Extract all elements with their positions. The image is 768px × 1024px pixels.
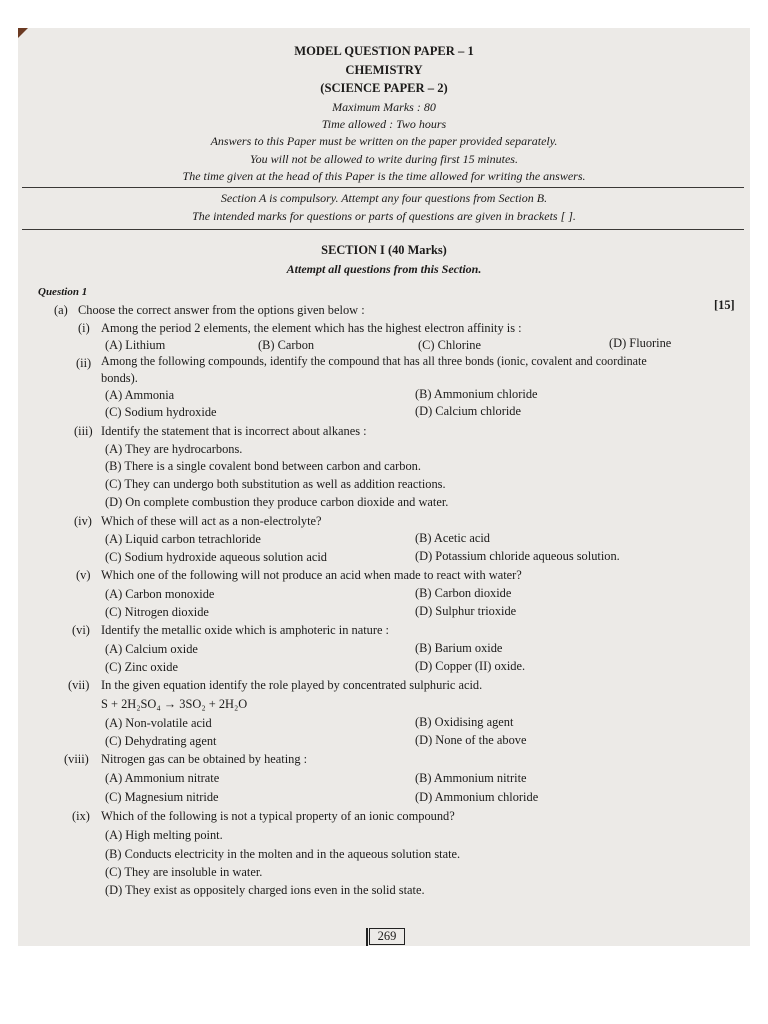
option: (A) Ammonia <box>105 388 175 402</box>
option: (A) Liquid carbon tetrachloride <box>105 532 261 546</box>
item-number: (ix) <box>72 809 90 823</box>
option: (D) On complete combustion they produce carbon dioxide and water. <box>105 495 449 509</box>
option: (B) Oxidising agent <box>415 715 514 729</box>
option: (A) Non-volatile acid <box>105 716 212 730</box>
item-number: (iv) <box>74 514 92 528</box>
item-text: Nitrogen gas can be obtained by heating : <box>101 752 308 766</box>
item-text: In the given equation identify the role played by concentrated sulphuric acid. <box>101 678 483 692</box>
exam-paper-sheet <box>18 28 750 946</box>
item-number: (ii) <box>76 356 92 370</box>
item-text: Which of the following is not a typical property of an ionic compound? <box>101 809 455 823</box>
instruction-2: You will not be allowed to write during first 15 minutes. <box>250 152 518 166</box>
item-text: Which one of the following will not produce an acid when made to react with water? <box>101 568 522 582</box>
item-text: Identify the statement that is incorrect about alkanes : <box>101 424 367 438</box>
option: (B) Carbon dioxide <box>415 586 512 600</box>
option: (D) Copper (II) oxide. <box>415 659 526 673</box>
option: (A) Ammonium nitrate <box>105 771 220 785</box>
option: (B) Barium oxide <box>415 641 503 655</box>
item-text: Which of these will act as a non-electrolyte? <box>101 514 322 528</box>
instruction-5: The intended marks for questions or parts of questions are given in brackets [ ]. <box>192 209 576 223</box>
header-divider-bottom <box>22 229 744 230</box>
option: (B) Carbon <box>258 338 315 352</box>
section-subtitle: Attempt all questions from this Section. <box>286 262 482 276</box>
paper-subtitle: (SCIENCE PAPER – 2) <box>320 81 448 95</box>
option: (D) None of the above <box>415 733 527 747</box>
option: (B) Conducts electricity in the molten and in the aqueous solution state. <box>105 847 461 861</box>
item-number: (vi) <box>72 623 90 637</box>
option: (C) Magnesium nitride <box>105 790 219 804</box>
option: (C) They are insoluble in water. <box>105 865 263 879</box>
instruction-3: The time given at the head of this Paper is the time allowed for writing the answers. <box>182 169 586 183</box>
item-number: (viii) <box>64 752 89 766</box>
item-number: (v) <box>76 568 91 582</box>
option: (C) Nitrogen dioxide <box>105 605 209 619</box>
item-text: Among the period 2 elements, the element which has the highest electron affinity is : <box>101 321 522 335</box>
option: (B) Ammonium nitrite <box>415 771 527 785</box>
option: (D) Potassium chloride aqueous solution. <box>415 549 620 563</box>
option: (C) Dehydrating agent <box>105 734 217 748</box>
time-allowed: Time allowed : Two hours <box>321 117 447 131</box>
item-number: (i) <box>78 321 90 335</box>
instruction-1: Answers to this Paper must be written on the paper provided separately. <box>210 134 558 148</box>
option: (A) Carbon monoxide <box>105 587 215 601</box>
option: (A) Lithium <box>105 338 166 352</box>
marks-badge: [15] <box>714 298 735 312</box>
chemical-equation: S + 2H₂SO₄ → 3SO₂ + 2H₂O <box>101 697 248 711</box>
option: (C) Chlorine <box>418 338 481 352</box>
max-marks: Maximum Marks : 80 <box>332 100 436 114</box>
option: (D) Calcium chloride <box>415 404 521 418</box>
option: (C) Zinc oxide <box>105 660 178 674</box>
option: (A) Calcium oxide <box>105 642 198 656</box>
option: (A) High melting point. <box>105 828 223 842</box>
part-a-instruction: Choose the correct answer from the options given below : <box>78 303 365 317</box>
option: (D) They exist as oppositely charged ions even in the solid state. <box>105 883 425 897</box>
item-text: Identify the metallic oxide which is amphoteric in nature : <box>101 623 389 637</box>
section-title: SECTION I (40 Marks) <box>321 243 447 257</box>
page-number: 269 <box>369 928 405 945</box>
option: (D) Fluorine <box>609 336 672 350</box>
item-number: (vii) <box>68 678 90 692</box>
part-a-label: (a) <box>54 303 68 317</box>
instruction-4: Section A is compulsory. Attempt any four questions from Section B. <box>220 191 548 205</box>
paper-title: MODEL QUESTION PAPER – 1 <box>294 44 474 58</box>
option: (D) Ammonium chloride <box>415 790 539 804</box>
option: (C) Sodium hydroxide aqueous solution acid <box>105 550 327 564</box>
option: (C) They can undergo both substitution as well as addition reactions. <box>105 477 446 491</box>
subject-title: CHEMISTRY <box>345 63 423 77</box>
question-label: Question 1 <box>38 286 88 298</box>
option: (B) Acetic acid <box>415 531 490 545</box>
item-text: Among the following compounds, identify the compound that has all three bonds (ionic, covalent and coordinate <box>101 354 647 368</box>
header-divider-top <box>22 187 744 188</box>
option: (A) They are hydrocarbons. <box>105 442 243 456</box>
option: (B) Ammonium chloride <box>415 387 538 401</box>
option: (C) Sodium hydroxide <box>105 405 217 419</box>
item-text-continued: bonds). <box>101 371 138 385</box>
corner-fold-mark <box>18 28 28 38</box>
item-number: (iii) <box>74 424 93 438</box>
option: (B) There is a single covalent bond between carbon and carbon. <box>105 459 421 473</box>
option: (D) Sulphur trioxide <box>415 604 517 618</box>
